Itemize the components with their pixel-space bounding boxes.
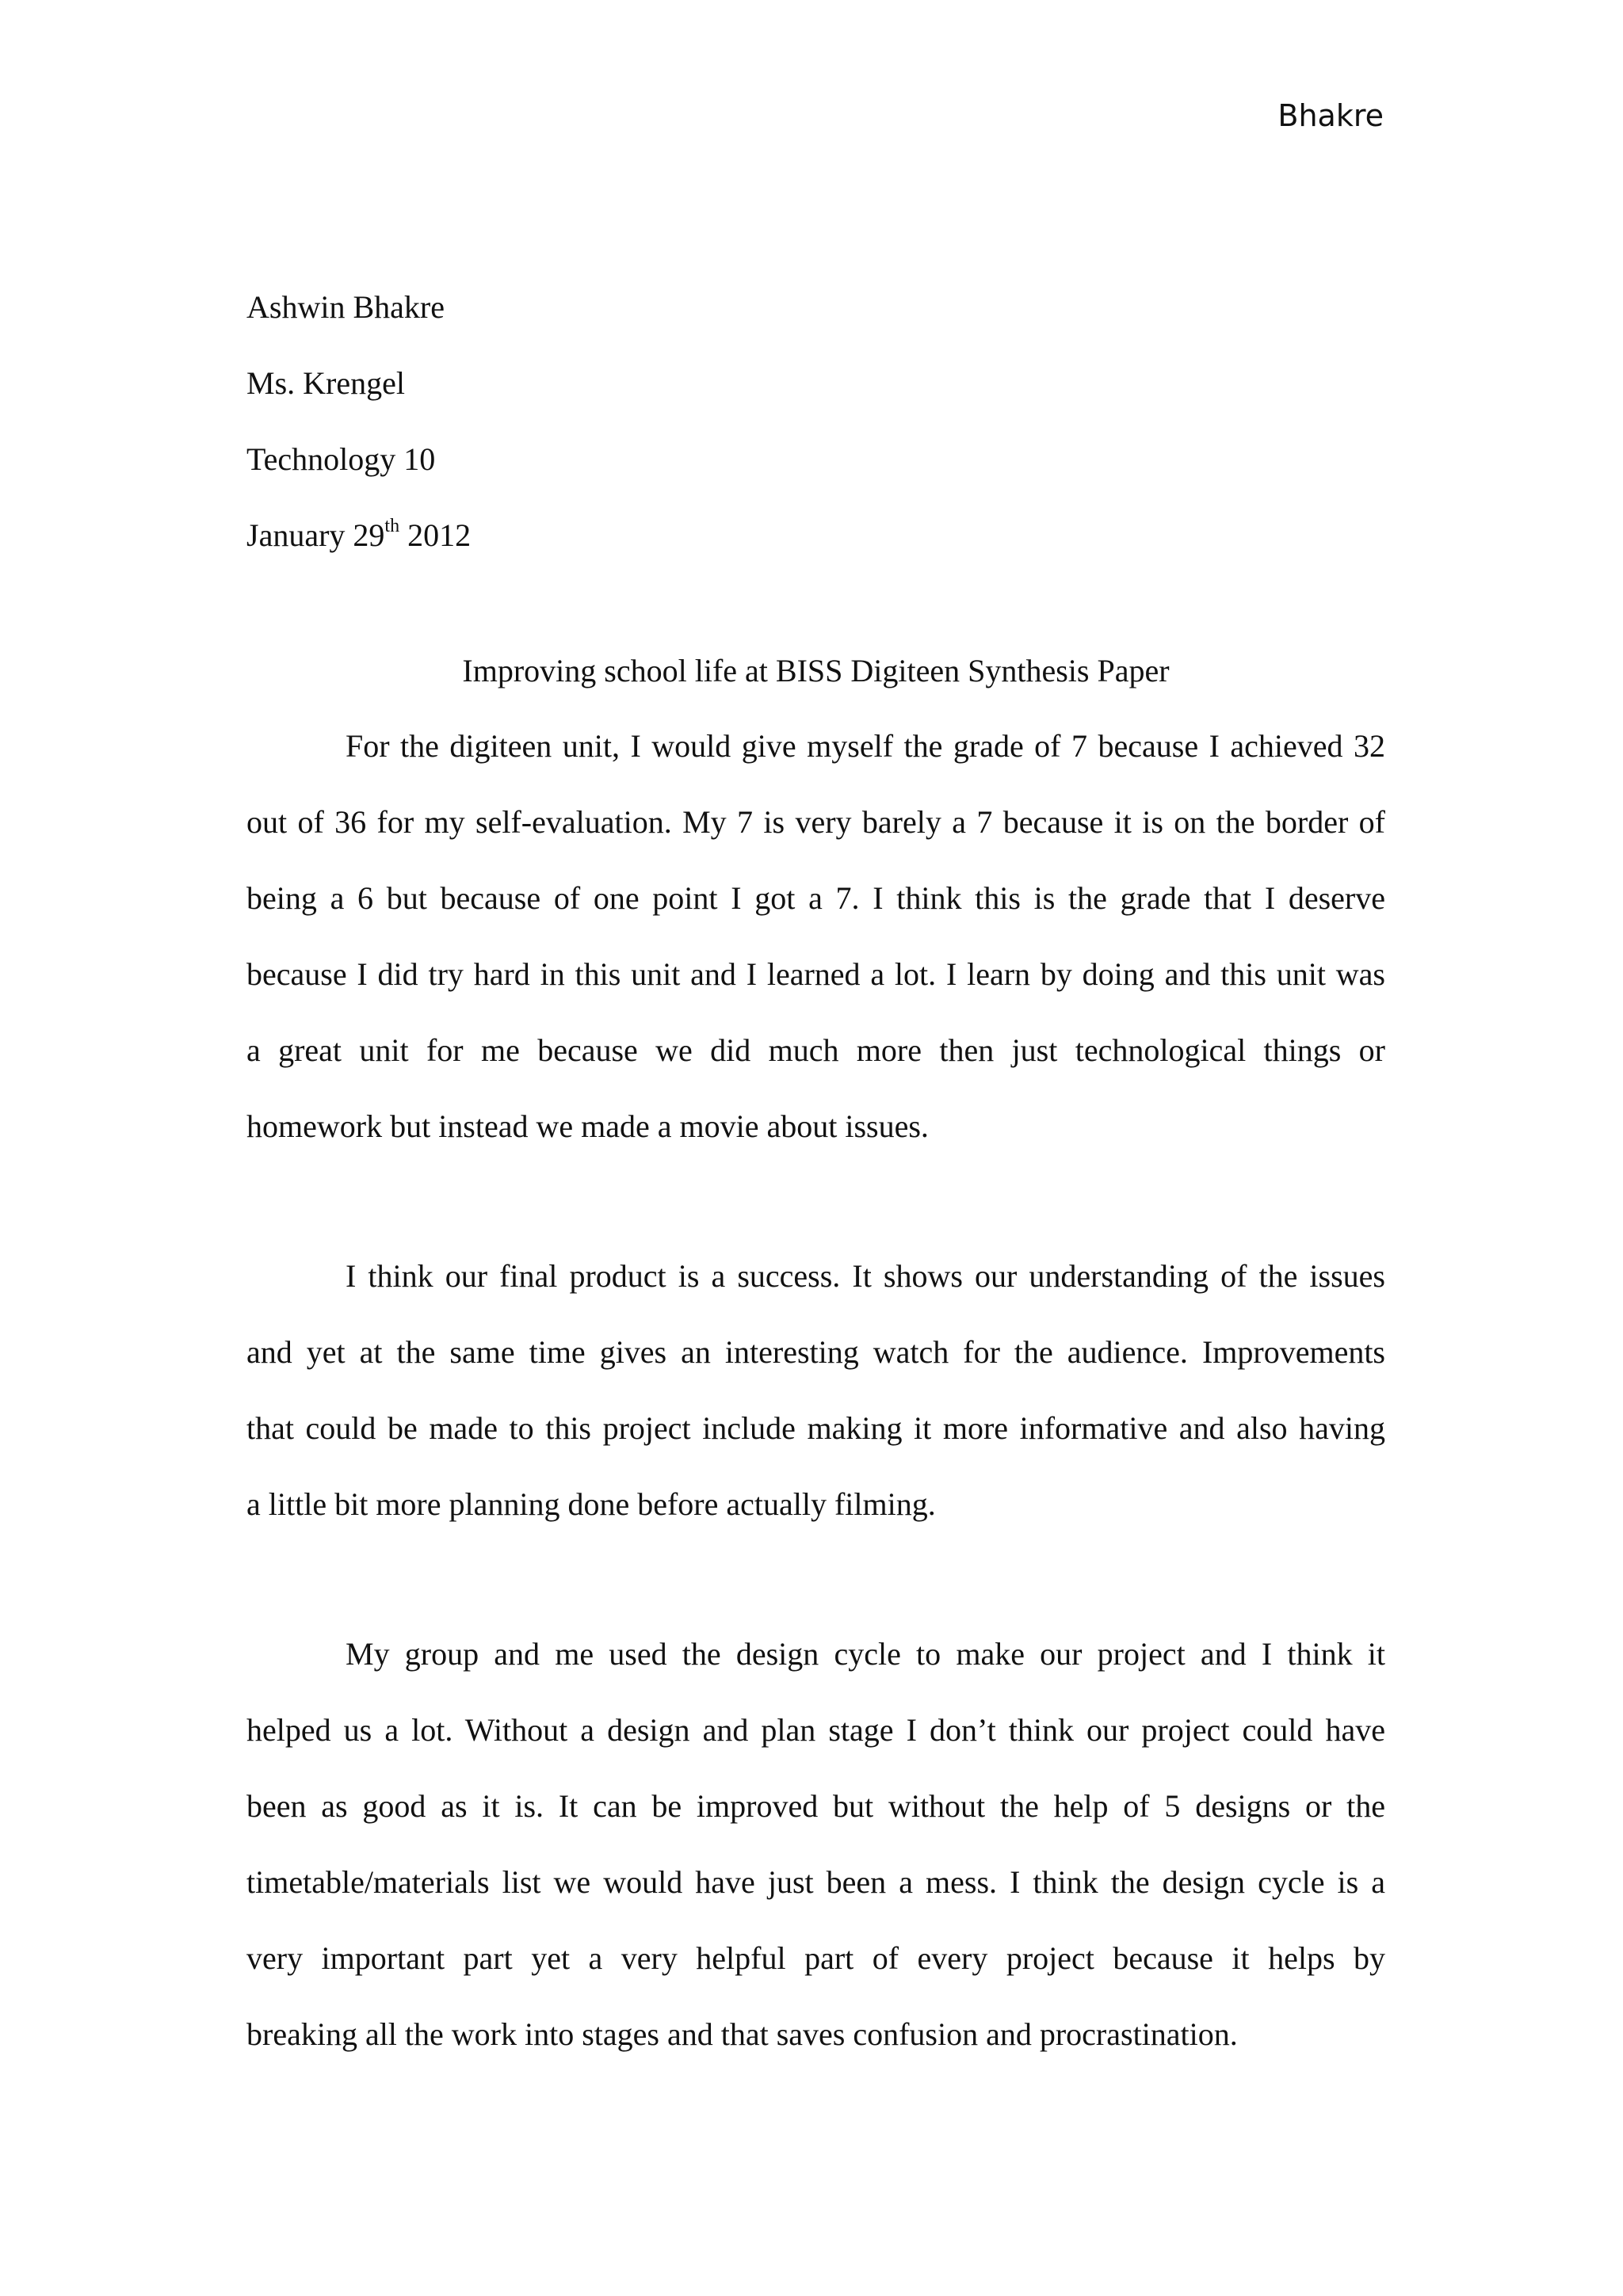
date-superscript: th (384, 515, 400, 536)
paragraph-line: because I did try hard in this unit and I learned a lot. I learn by doing and this unit was (246, 956, 1385, 992)
paragraph-line: breaking all the work into stages and that saves confusion and procrastination. (246, 2016, 1238, 2052)
paragraph-line: My group and me used the design cycle to make our project and I think it (346, 1636, 1385, 1672)
paragraph-line: timetable/materials list we would have just been a mess. I think the design cycle is a (246, 1864, 1385, 1900)
paragraph-line: a little bit more planning done before actually filming. (246, 1486, 936, 1522)
paragraph-line: homework but instead we made a movie about issues. (246, 1108, 929, 1144)
paragraph-line: been as good as it is. It can be improved but without the help of 5 designs or the (246, 1788, 1385, 1824)
paragraph-line: being a 6 but because of one point I got a 7. I think this is the grade that I deserve (246, 880, 1385, 916)
paragraph-line: very important part yet a very helpful part of every project because it helps by (246, 1940, 1385, 1976)
paragraph-2 (246, 1238, 1385, 1543)
paragraph-line: that could be made to this project include making it more informative and also having (246, 1410, 1385, 1446)
paragraph-line: helped us a lot. Without a design and plan stage I don’t think our project could have (246, 1712, 1385, 1748)
paragraph-line: and yet at the same time gives an interesting watch for the audience. Improvements (246, 1334, 1385, 1370)
paragraph-line: I think our final product is a success. It shows our understanding of the issues (346, 1258, 1385, 1294)
paragraph-line: out of 36 for my self-evaluation. My 7 is very barely a 7 because it is on the border of (246, 804, 1385, 840)
course-name: Technology 10 (246, 441, 436, 477)
teacher-name: Ms. Krengel (246, 365, 405, 401)
paragraph-line: For the digiteen unit, I would give myself the grade of 7 because I achieved 32 (346, 728, 1385, 764)
heading-block (246, 269, 1396, 574)
date-suffix: 2012 (399, 517, 472, 553)
date-prefix: January 29 (246, 517, 385, 553)
paragraph-3 (246, 1616, 1385, 2073)
date-line (246, 498, 1396, 574)
paragraph-line: a great unit for me because we did much more then just technological things or (246, 1032, 1385, 1068)
student-name: Ashwin Bhakre (246, 289, 445, 325)
paragraph-1 (246, 708, 1385, 1165)
paper-title: Improving school life at BISS Digiteen Synthesis Paper (462, 653, 1170, 688)
running-head: Bhakre (1277, 98, 1384, 133)
